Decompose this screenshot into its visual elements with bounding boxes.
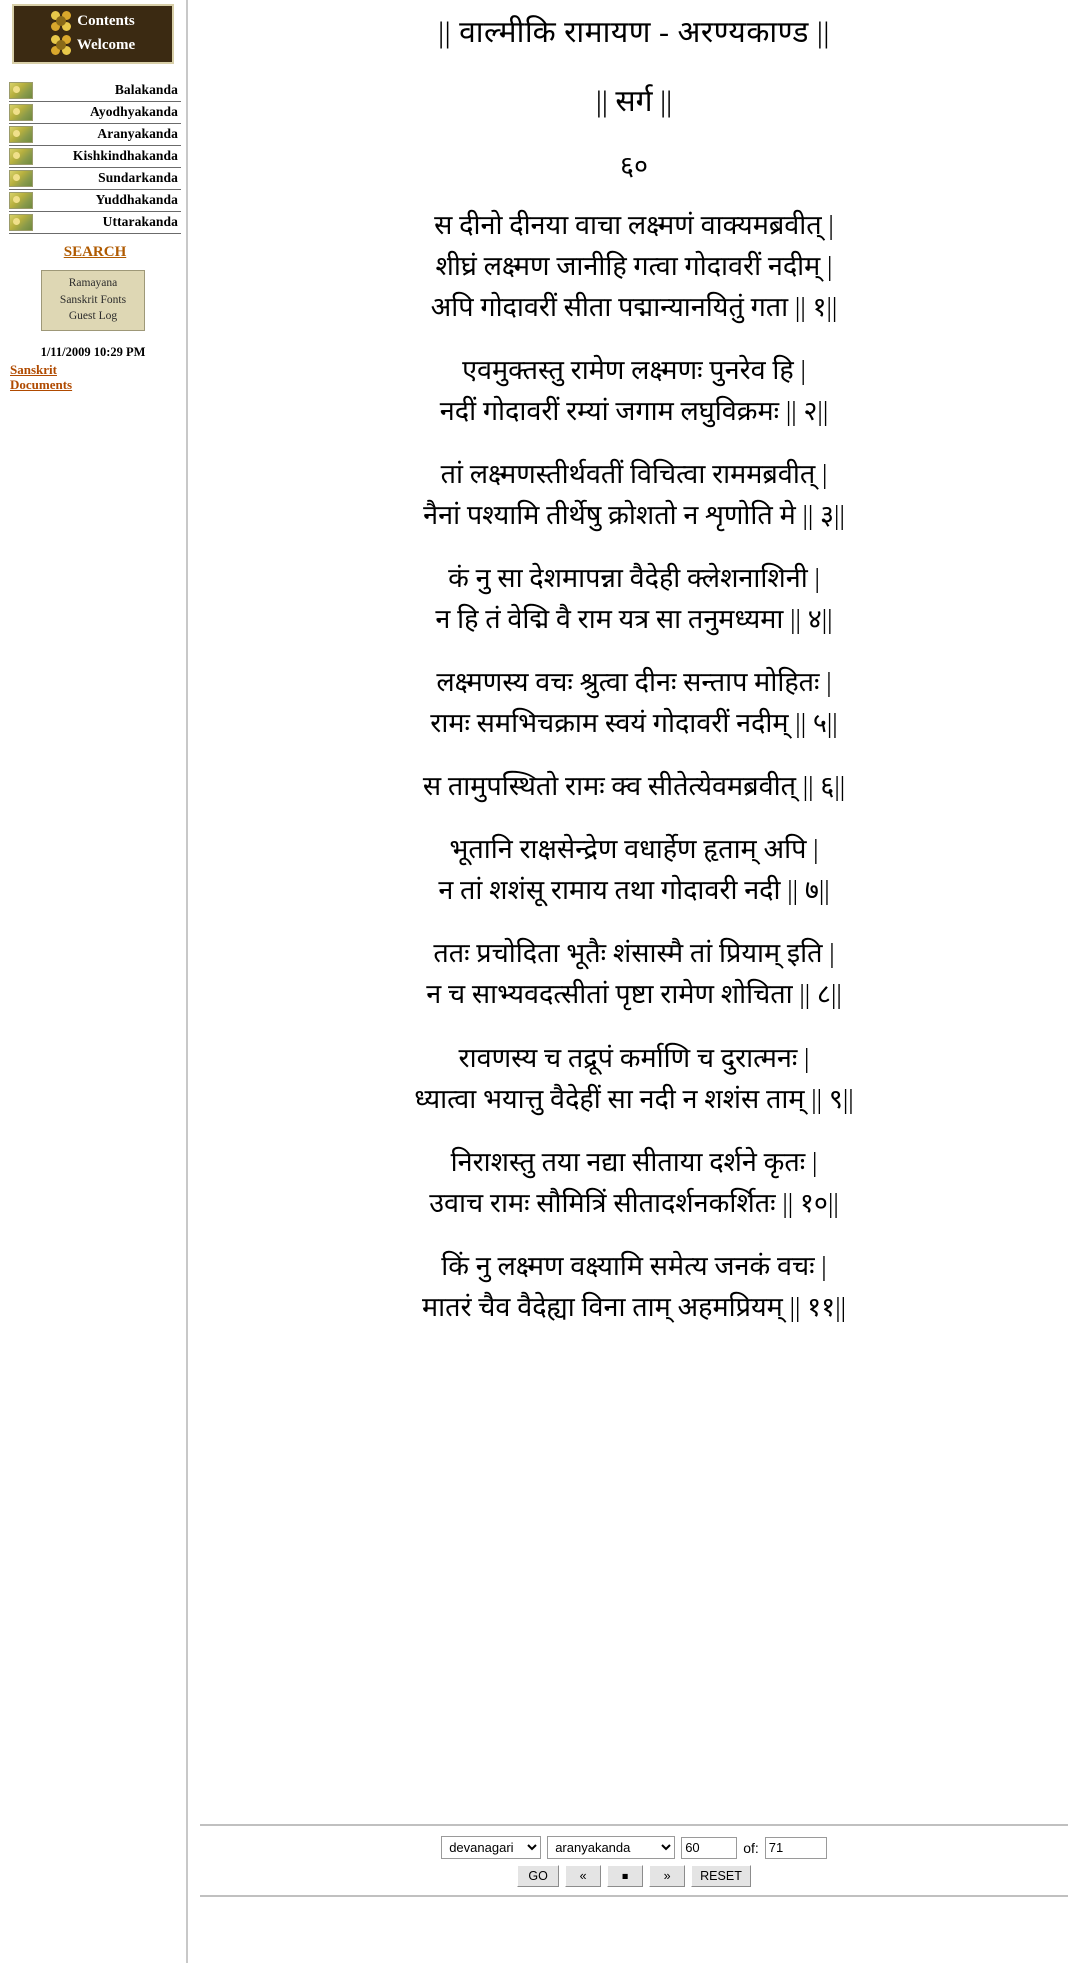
sarga-title: || सर्ग || [595,85,673,118]
verse-line: नैनां पश्यामि तीर्थेषु क्रोशतो न शृणोति मे || ३|| [423,500,845,531]
sidebar-item-welcome[interactable] [14,33,172,57]
verse-line: ततः प्रचोदिता भूतैः शंसास्मै तां प्रियाम् इति | [433,938,835,969]
page-title: || वाल्मीकि रामायण - अरण्यकाण्ड || [438,16,830,49]
verse-block [200,662,1068,744]
verse-line: रामः समभिचक्राम स्वयं गोदावरीं नदीम् || ५|| [430,708,838,739]
sidebar-item-label: Kishkindhakanda [72,148,178,163]
sidebar-item-yuddhakanda[interactable] [9,190,181,212]
sidebar-item-sundarkanda[interactable] [9,168,181,190]
verse-line: शीघ्रं लक्ष्मण जानीहि गत्वा गोदावरीं नदीम् | [435,251,833,282]
sidebar-item-balakanda[interactable] [9,80,181,102]
verse-line: भूतानि राक्षसेन्द्रेण वधार्हेण हृताम् अपि | [449,834,819,865]
search-link[interactable]: SEARCH [63,244,127,260]
sidebar-item-label: Aranyakanda [97,126,178,141]
verse-line: न हि तं वेद्मि वै राम यत्र सा तनुमध्यमा || ४|| [435,604,833,635]
go-button[interactable]: GO [517,1865,559,1887]
book-thumb-icon [9,104,33,121]
of-label: of: [743,1839,759,1856]
book-thumb-icon [9,214,33,231]
verse-block [200,1246,1068,1328]
resource-link-ramayana[interactable]: Ramayana [68,277,118,289]
verse-line: उवाच रामः सौमित्रिं सीतादर्शनकर्शितः || १०|| [429,1187,839,1218]
kanda-list [9,80,181,234]
sanskrit-documents-link-wrap [0,363,186,393]
sarga-input[interactable] [681,1837,737,1859]
sidebar [0,0,188,1963]
resource-link-sanskrit-fonts[interactable]: Sanskrit Fonts [59,293,127,306]
sidebar-item-label: Balakanda [114,82,178,97]
book-thumb-icon [9,170,33,187]
sidebar-item-contents[interactable] [14,9,172,33]
verse-line: एवमुक्तस्तु रामेण लक्ष्मणः पुनरेव हि | [462,355,806,386]
sidebar-item-uttarakanda[interactable] [9,212,181,234]
book-thumb-icon [9,82,33,99]
book-thumb-icon [9,126,33,143]
sarga-number: ६० [619,151,649,181]
sanskrit-documents-link-2[interactable]: Documents [10,376,73,392]
verse-line: मातरं चैव वैदेह्या विना ताम् अहमप्रियम् || ११|| [421,1291,847,1322]
verse-line: किं नु लक्ष्मण वक्ष्यामि समेत्य जनकं वचः | [441,1250,827,1281]
script-select[interactable] [441,1836,541,1859]
sidebar-item-label: Yuddhakanda [95,192,178,207]
verse-area [200,0,1068,1824]
toolbar-row-selectors [200,1836,1068,1859]
navigation-toolbar [200,1824,1068,1963]
verse-block [200,766,1068,807]
verse-line: ध्यात्वा भयात्तु वैदेहीं सा नदी न शशंस ताम् || ९|| [414,1083,854,1114]
book-thumb-icon [9,192,33,209]
verse-block [200,454,1068,536]
total-sargas-input[interactable] [765,1837,827,1859]
search-link-wrap [9,243,181,261]
resource-link-guest-log[interactable]: Guest Log [68,310,118,323]
verse-block [200,1038,1068,1120]
toolbar-row-buttons [200,1865,1068,1887]
verse-line: नदीं गोदावरीं रम्यां जगाम लघुविक्रमः || २|| [439,396,829,427]
sidebar-item-label-welcome: Welcome [76,36,136,53]
verse-line: स दीनो दीनया वाचा लक्ष्मणं वाक्यमब्रवीत् | [434,210,834,240]
sidebar-item-aranyakanda[interactable] [9,124,181,146]
toolbar-bottom-filler [200,1895,1068,1955]
sidebar-item-label-contents: Contents [77,12,135,29]
verse-block [200,558,1068,640]
flower-icon [51,35,71,55]
flower-icon [51,11,71,31]
sidebar-nav-header [12,4,174,64]
stop-button[interactable]: ⏹ [607,1865,643,1887]
verse-line: न च साभ्यवदत्सीतां पृष्टा रामेण शोचिता || ८|| [426,979,842,1010]
verse-line: स तामुपस्थितो रामः क्व सीतेत्येवमब्रवीत् || ६|| [422,771,846,802]
verse-line: तां लक्ष्मणस्तीर्थवतीं विचित्वा राममब्रवीत् | [440,459,828,490]
verse-block [200,1142,1068,1224]
reset-button[interactable]: RESET [691,1865,751,1887]
sidebar-item-ayodhyakanda[interactable] [9,102,181,124]
verse-block [200,829,1068,911]
sidebar-item-label: Ayodhyakanda [90,104,178,119]
kanda-select[interactable] [547,1836,675,1859]
next-button[interactable]: » [649,1865,685,1887]
verse-line: लक्ष्मणस्य वचः श्रुत्वा दीनः सन्ताप मोहितः | [436,667,832,698]
verse-block [200,933,1068,1015]
verse-line: अपि गोदावरीं सीता पद्मान्यानयितुं गता || १|| [430,292,838,323]
timestamp: 1/11/2009 10:29 PM [40,345,146,360]
verse-block [200,205,1068,328]
book-thumb-icon [9,148,33,165]
sanskrit-documents-link[interactable]: Sanskrit [10,362,57,378]
sidebar-item-label: Sundarkanda [98,170,178,185]
main-content [188,0,1080,1963]
sidebar-item-kishkindhakanda[interactable] [9,146,181,168]
verse-block [200,350,1068,432]
verse-line: न तां शशंसू रामाय तथा गोदावरी नदी || ७|| [438,875,830,906]
verse-line: रावणस्य च तद्रूपं कर्माणि च दुरात्मनः | [458,1042,810,1073]
previous-button[interactable]: « [565,1865,601,1887]
verse-line: निराशस्तु तया नद्या सीताया दर्शने कृतः | [450,1146,818,1177]
verse-line: कं नु सा देशमापन्ना वैदेही क्लेशनाशिनी | [448,563,820,594]
resource-box [41,270,145,331]
sidebar-item-label: Uttarakanda [102,214,178,229]
